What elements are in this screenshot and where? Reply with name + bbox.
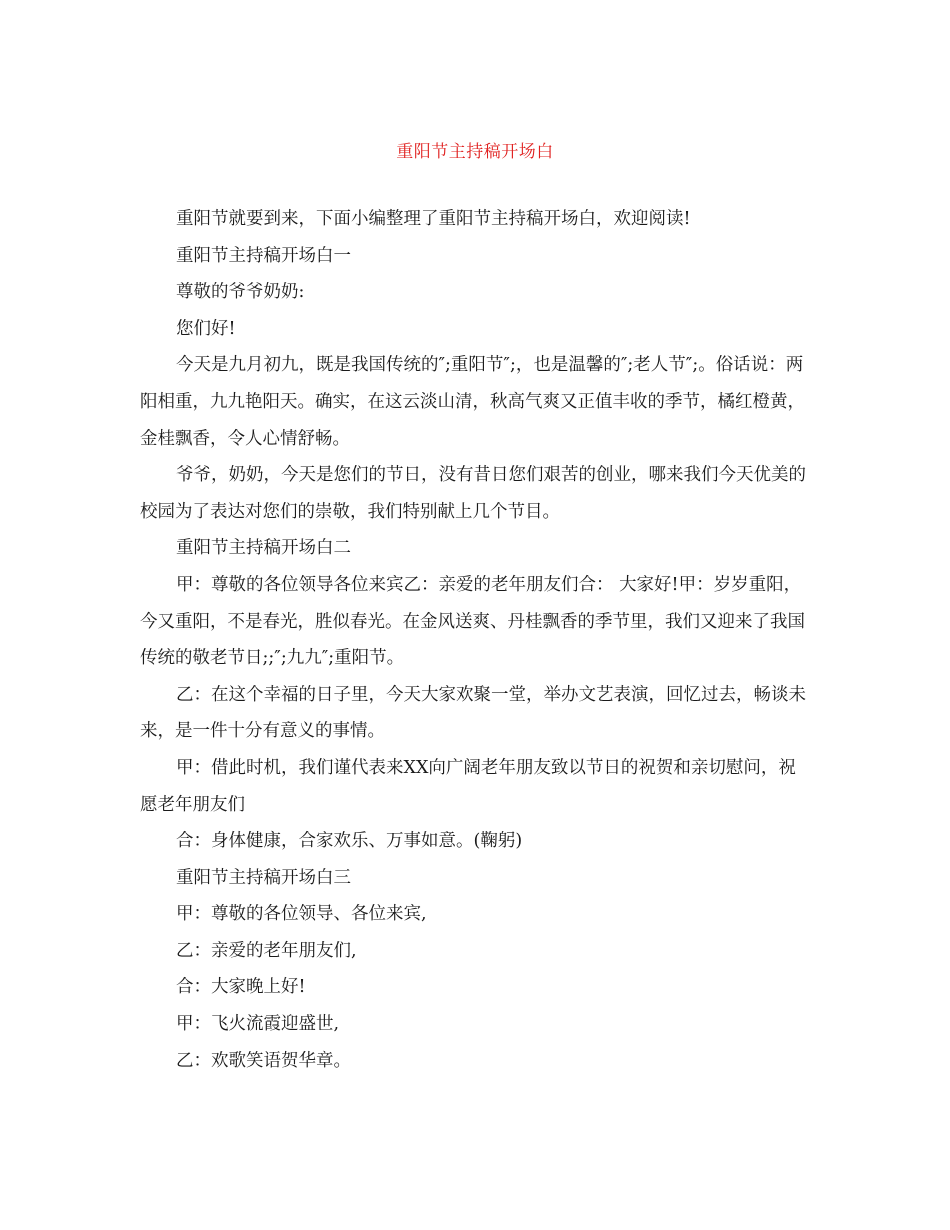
- paragraph: 甲：尊敬的各位领导、各位来宾,: [176, 904, 427, 925]
- section-heading-1: 重阳节主持稿开场白一: [176, 245, 351, 266]
- document-body: [140, 201, 812, 1079]
- paragraph: 今天是九月初九，既是我国传统的″;重阳节″;，也是温馨的″;老人节″;。俗话说：两阳相重，九九艳阳天。确实，在这云淡山清，秋高气爽又正值丰收的季节，橘红橙黄，金桂飘香，令人心情舒畅。: [140, 355, 805, 449]
- paragraph: 尊敬的爷爷奶奶:: [176, 282, 305, 303]
- paragraph: 乙：欢歌笑语贺华章。: [176, 1050, 351, 1071]
- paragraph: 爷爷，奶奶，今天是您们的节日，没有昔日您们艰苦的创业，哪来我们今天优美的校园为了表达对您们的崇敬，我们特别献上几个节目。: [140, 465, 806, 522]
- paragraph: 合：身体健康，合家欢乐、万事如意。(鞠躬): [176, 831, 523, 852]
- paragraph: 甲：借此时机，我们谨代表来XX向广阔老年朋友致以节日的祝贺和亲切慰问，祝愿老年朋友们: [140, 757, 796, 815]
- paragraph: 合：大家晚上好!: [176, 977, 306, 998]
- section-heading-3: 重阳节主持稿开场白三: [176, 867, 351, 888]
- paragraph-intro: 重阳节就要到来，下面小编整理了重阳节主持稿开场白，欢迎阅读!: [176, 209, 691, 229]
- paragraph: 乙：在这个幸福的日子里，今天大家欢聚一堂，举办文艺表演，回忆过去，畅谈未来，是一件十分有意义的事情。: [140, 684, 806, 742]
- paragraph: 您们好!: [176, 318, 236, 339]
- section-heading-2: 重阳节主持稿开场白二: [176, 538, 351, 559]
- paragraph: 甲：飞火流霞迎盛世,: [176, 1014, 340, 1035]
- paragraph: 乙：亲爱的老年朋友们,: [176, 940, 357, 961]
- document-title: 重阳节主持稿开场白: [396, 142, 554, 162]
- paragraph: 甲：尊敬的各位领导各位来宾乙：亲爱的老年朋友们合： 大家好!甲：岁岁重阳，今又重阳，不是春光，胜似春光。在金风送爽、丹桂飘香的季节里，我们又迎来了我国传统的敬老节日;;″;九九″;重阳节。: [140, 574, 805, 669]
